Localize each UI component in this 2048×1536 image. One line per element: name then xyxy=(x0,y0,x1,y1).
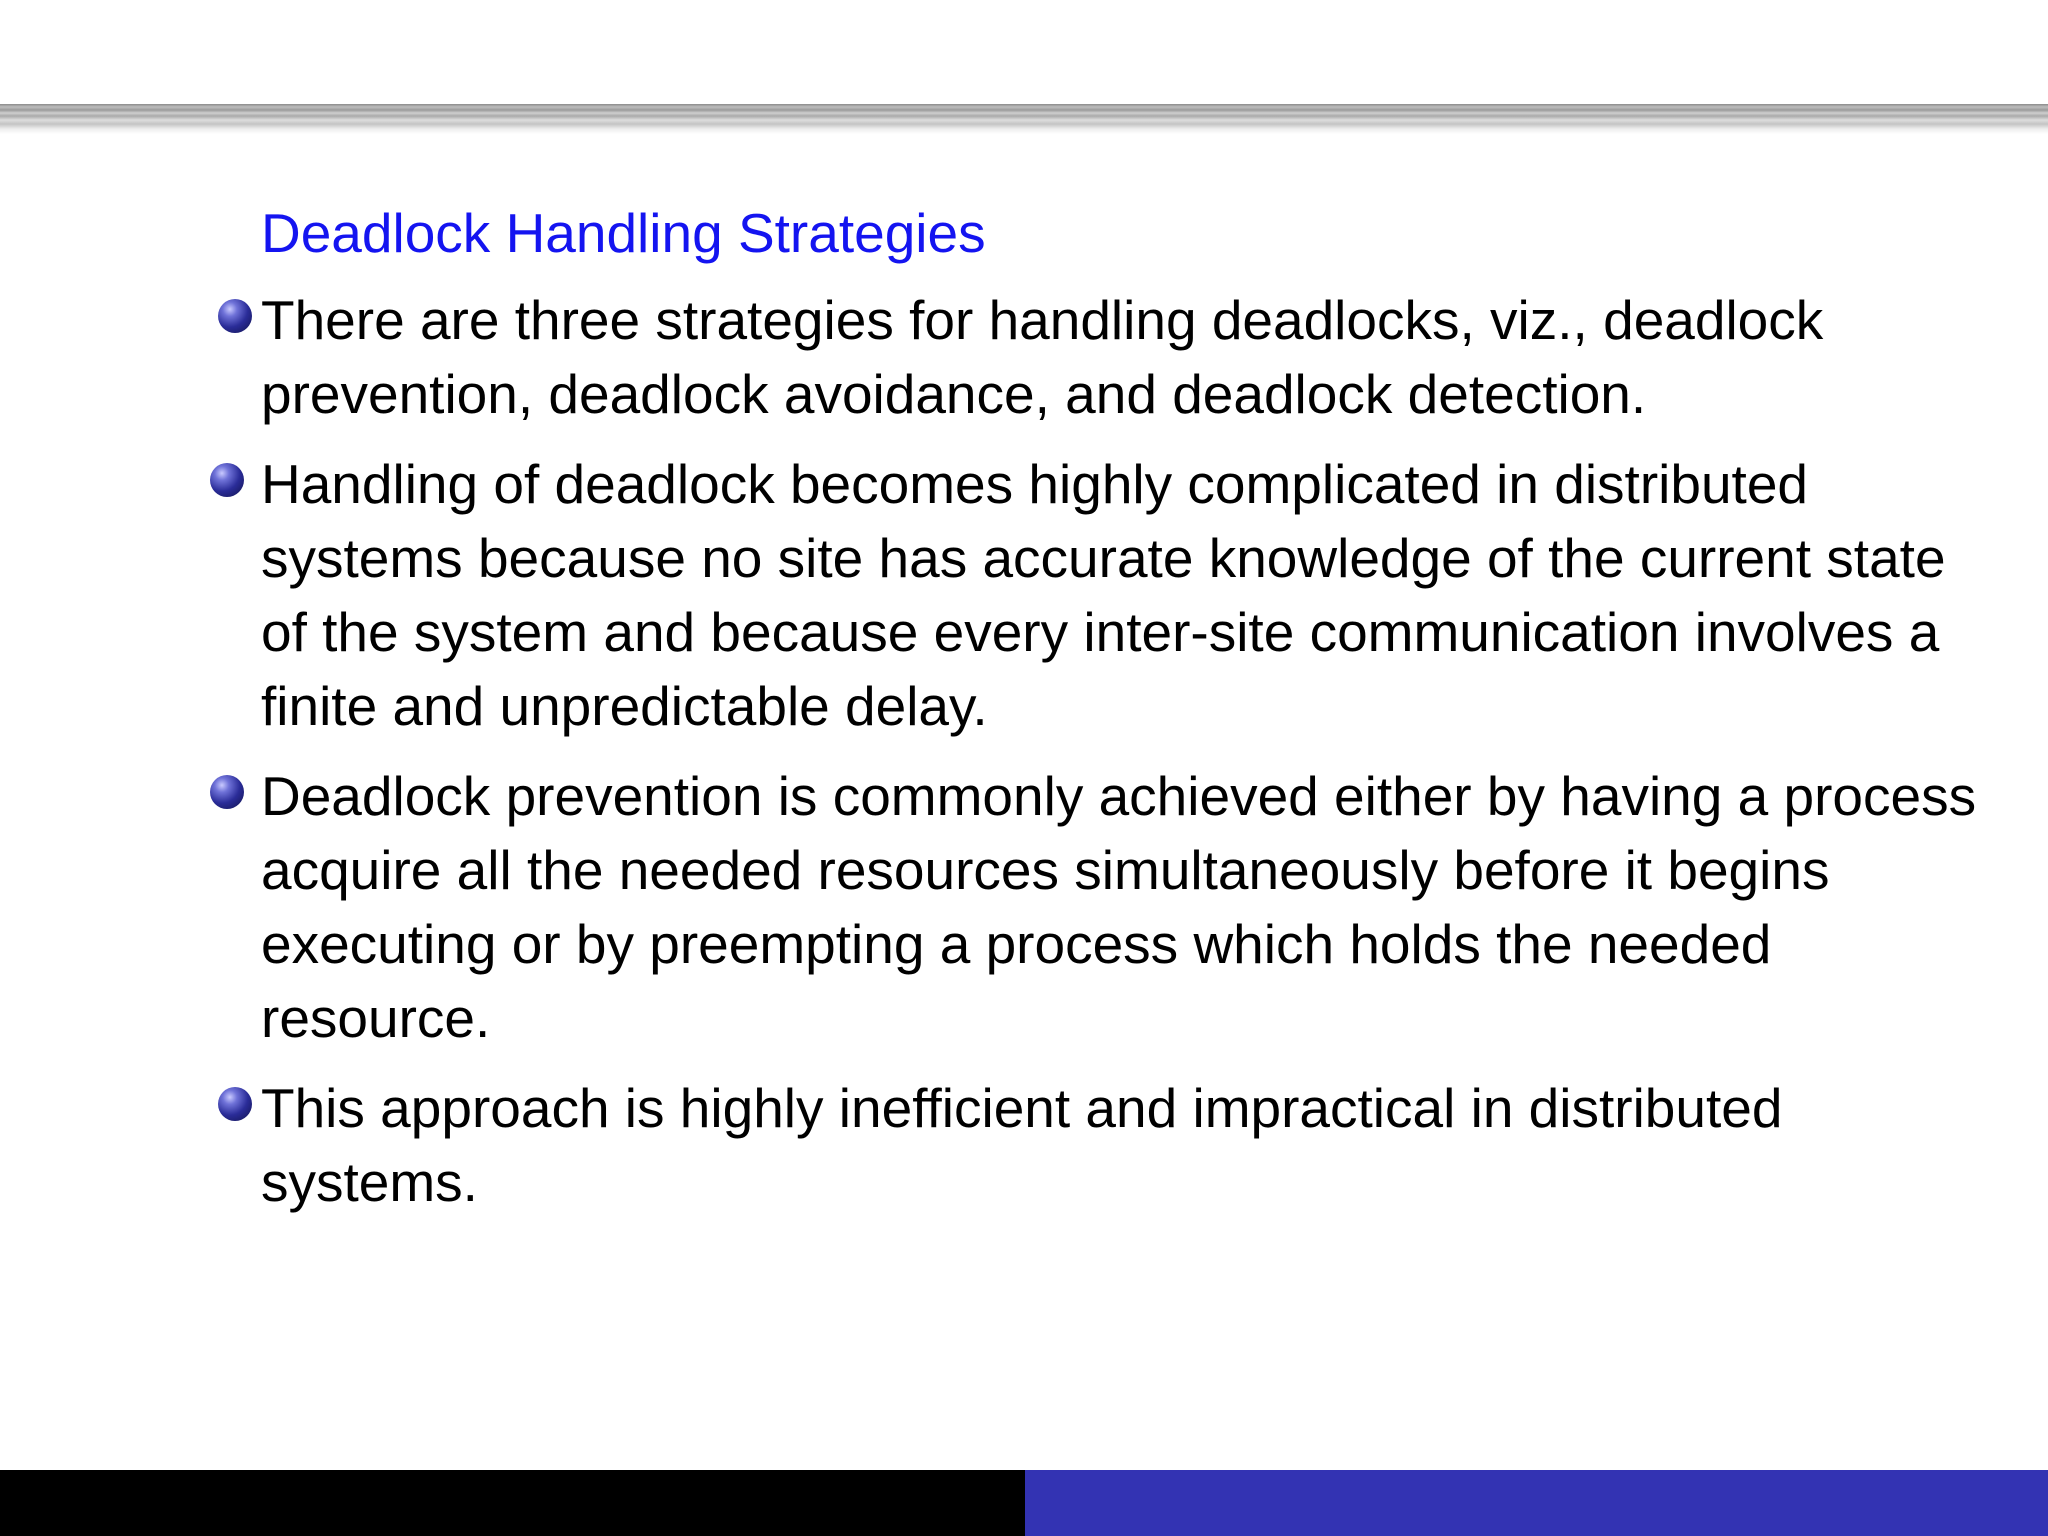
slide-title: Deadlock Handling Strategies xyxy=(261,202,986,264)
bullet-text: There are three strategies for handling deadlocks, viz., deadlock prevention, deadlock avoidance, and deadlock detection. xyxy=(261,289,1824,425)
top-gradient-rule xyxy=(0,104,2048,134)
sphere-bullet-icon xyxy=(218,299,252,333)
footer-bar-blue xyxy=(1025,1470,2048,1536)
bullet-text: This approach is highly inefficient and impractical in distributed systems. xyxy=(261,1077,1783,1213)
sphere-bullet-icon xyxy=(210,775,244,809)
bullet-item xyxy=(261,1071,1991,1219)
bullet-list xyxy=(261,283,1991,1235)
bullet-item xyxy=(261,759,1991,1055)
sphere-bullet-icon xyxy=(218,1087,252,1121)
bullet-text: Handling of deadlock becomes highly complicated in distributed systems because no site has accurate knowledge of the current state of the system and because every inter-site communication involves a finite and unpredictable delay. xyxy=(261,453,1946,737)
footer-bar-black xyxy=(0,1470,1025,1536)
bullet-item xyxy=(261,447,1991,743)
bullet-text: Deadlock prevention is commonly achieved either by having a process acquire all the needed resources simultaneously before it begins executing or by preempting a process which holds the needed resource. xyxy=(261,765,1977,1049)
sphere-bullet-icon xyxy=(210,463,244,497)
bullet-item xyxy=(261,283,1991,431)
